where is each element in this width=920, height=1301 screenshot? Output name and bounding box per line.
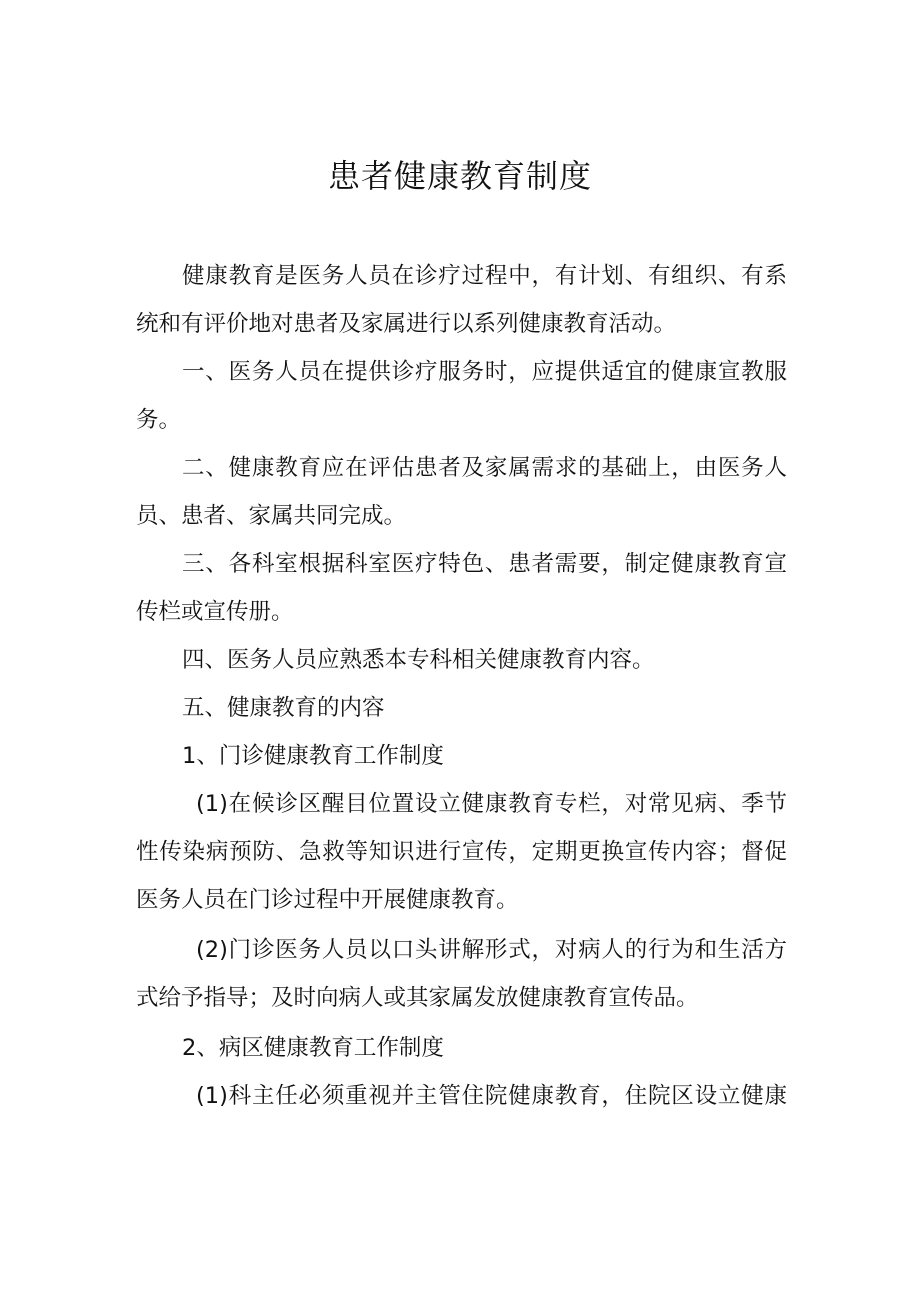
section-5-heading: 五、健康教育的内容 bbox=[182, 695, 385, 721]
section-3-line-1: 三、各科室根据科室医疗特色、患者需要，制定健康教育宣 bbox=[182, 551, 787, 577]
item-1-1-line-2: 性传染病预防、急救等知识进行宣传，定期更换宣传内容；督促 bbox=[136, 839, 787, 865]
subsection-1-heading: 1、门诊健康教育工作制度 bbox=[182, 743, 444, 769]
item-1-1-line-1: (1)在候诊区醒目位置设立健康教育专栏，对常见病、季节 bbox=[196, 791, 787, 817]
item-1-2-line-2: 式给予指导；及时向病人或其家属发放健康教育宣传品。 bbox=[136, 985, 699, 1011]
subsection-2-heading: 2、病区健康教育工作制度 bbox=[182, 1035, 444, 1061]
paragraph-intro-line-2: 统和有评价地对患者及家属进行以系列健康教育活动。 bbox=[136, 311, 677, 337]
document-title: 患者健康教育制度 bbox=[327, 157, 592, 195]
section-4-line-1: 四、医务人员应熟悉本专科相关健康教育内容。 bbox=[182, 647, 655, 673]
section-2-line-1: 二、健康教育应在评估患者及家属需求的基础上，由医务人 bbox=[182, 455, 787, 481]
section-1-line-2: 务。 bbox=[136, 407, 182, 433]
item-1-2-line-1: (2)门诊医务人员以口头讲解形式，对病人的行为和生活方 bbox=[196, 937, 787, 963]
item-2-1-line-1: (1)科主任必须重视并主管住院健康教育，住院区设立健康 bbox=[196, 1083, 787, 1109]
section-2-line-2: 员、患者、家属共同完成。 bbox=[136, 503, 407, 529]
item-1-1-line-3: 医务人员在门诊过程中开展健康教育。 bbox=[136, 887, 519, 913]
section-3-line-2: 传栏或宣传册。 bbox=[136, 599, 294, 625]
paragraph-intro-line-1: 健康教育是医务人员在诊疗过程中，有计划、有组织、有系 bbox=[182, 263, 787, 289]
section-1-line-1: 一、医务人员在提供诊疗服务时，应提供适宜的健康宣教服 bbox=[182, 359, 787, 385]
